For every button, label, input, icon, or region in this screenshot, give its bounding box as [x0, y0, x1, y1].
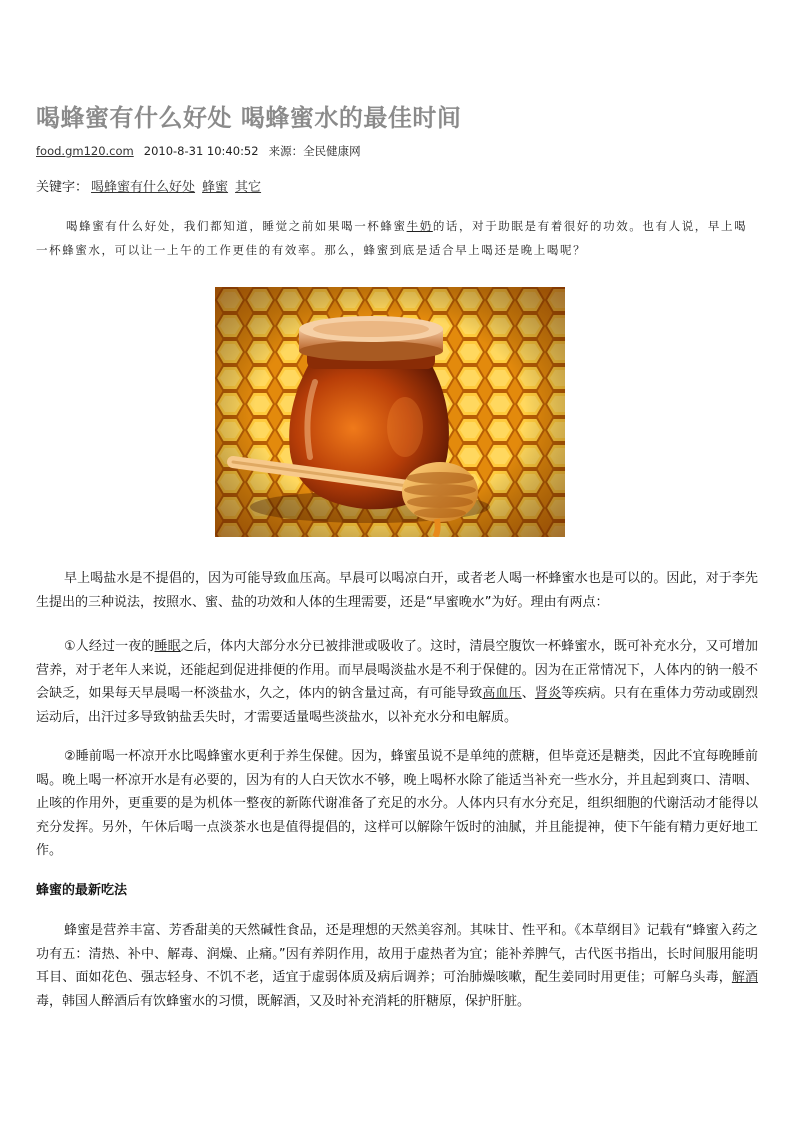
section-heading: 蜂蜜的最新吃法: [36, 883, 128, 898]
paragraph-text: 毒，韩国人醉酒后有饮蜂蜜水的习惯，既解酒，又及时补充消耗的肝糖原，保护肝脏。: [36, 993, 531, 1009]
keyword-link[interactable]: 喝蜂蜜有什么好处: [91, 180, 196, 195]
milk-link[interactable]: 牛奶: [406, 219, 433, 233]
keyword-link[interactable]: 其它: [235, 180, 262, 195]
paragraph-text: 蜂蜜是营养丰富、芳香甜美的天然碱性食品，还是理想的天然美容剂。其味甘、性平和。《本草纲目》记载有“蜂蜜入药之功有五：清热、补中、解毒、润燥、止痛。”因有养阴作用，故用于虚热者为宜；能补养脾气，古代医书指出，长时间服用能明耳目、面如花色、强志轻身、不饥不老，适宜于虚弱体质及病后调养；可治肺燥咳嗽，配生姜同时用更佳；可解乌头毒，: [36, 923, 758, 985]
article-meta: [36, 143, 361, 159]
article-title: 喝蜂蜜有什么好处 喝蜂蜜水的最佳时间: [36, 104, 462, 132]
paragraph-text: 之后，体内大部分水分已被排泄或吸收了。这时，清晨空腹饮一杯蜂蜜水，既可补充水分，又可增加营养，对于老年人来说，还能起到促进排便的作用。而早晨喝淡盐水是不利于保健的。因为在正常情况下，人体内的钠一般不会缺乏，如果每天早晨喝一杯淡盐水，久之，体内的钠含量过高，有可能导致: [36, 639, 758, 701]
intro-text: 喝蜂蜜有什么好处，我们都知道，睡觉之前如果喝一杯蜂蜜: [66, 219, 407, 233]
body-paragraph-3: ②睡前喝一杯凉开水比喝蜂蜜水更利于养生保健。因为，蜂蜜虽说不是单纯的蔗糖，但毕竟还是糖类，因此不宜每晚睡前喝。晚上喝一杯凉开水是有必要的，因为有的人白天饮水不够，晚上喝杯水除了能适当补充一些水分，并且起到爽口、清咽、止咳的作用外，更重要的是为机体一整夜的新陈代谢准备了充足的水分。人体内只有水分充足，组织细胞的代谢活动才能得以充分发挥。另外，午休后喝一点淡茶水也是值得提倡的，这样可以解除午饭时的油腻，并且能提神，使下午能有精力更好地工作。: [36, 749, 758, 858]
intro-paragraph: [36, 214, 758, 262]
sleep-link[interactable]: 睡眠: [154, 639, 181, 654]
hypertension-link[interactable]: 高血压: [482, 686, 522, 701]
keyword-link[interactable]: 蜂蜜: [202, 180, 229, 195]
body-paragraph-4: [36, 919, 758, 1013]
hangover-link[interactable]: 解酒: [731, 970, 758, 985]
source-site-link[interactable]: food.gm120.com: [36, 144, 134, 158]
paragraph-text: 、: [521, 686, 535, 701]
intro-text: 的话，对于助眠是有着很好的功效。也有人说，早上喝一杯蜂蜜水，可以让一上午的工作更佳的有效率。那么，蜂蜜到底是适合早上喝还是晚上喝呢？: [36, 219, 748, 257]
body-paragraph-2: [36, 635, 758, 729]
keywords-row: [36, 176, 265, 195]
honey-jar-illustration: [215, 287, 565, 537]
nephritis-link[interactable]: 肾炎: [534, 686, 562, 701]
source-label: 来源：全民健康网: [268, 144, 361, 158]
body-paragraph-1: 早上喝盐水是不提倡的，因为可能导致血压高。早晨可以喝凉白开，或者老人喝一杯蜂蜜水也是可以的。因此，对于李先生提出的三种说法，按照水、蜜、盐的功效和人体的生理需要，还是“早蜜晚水”为好。理由有两点：: [36, 571, 758, 610]
keywords-label: 关键字：: [36, 180, 89, 195]
paragraph-text: 等疾病。只有在重体力劳动或剧烈运动后，出汗过多导致钠盐丢失时，才需要适量喝些淡盐水，以补充水分和电解质。: [36, 686, 758, 725]
honey-jar-image: [215, 287, 565, 537]
publish-datetime: 2010-8-31 10:40:52: [143, 144, 259, 158]
paragraph-text: ①人经过一夜的: [64, 639, 155, 654]
